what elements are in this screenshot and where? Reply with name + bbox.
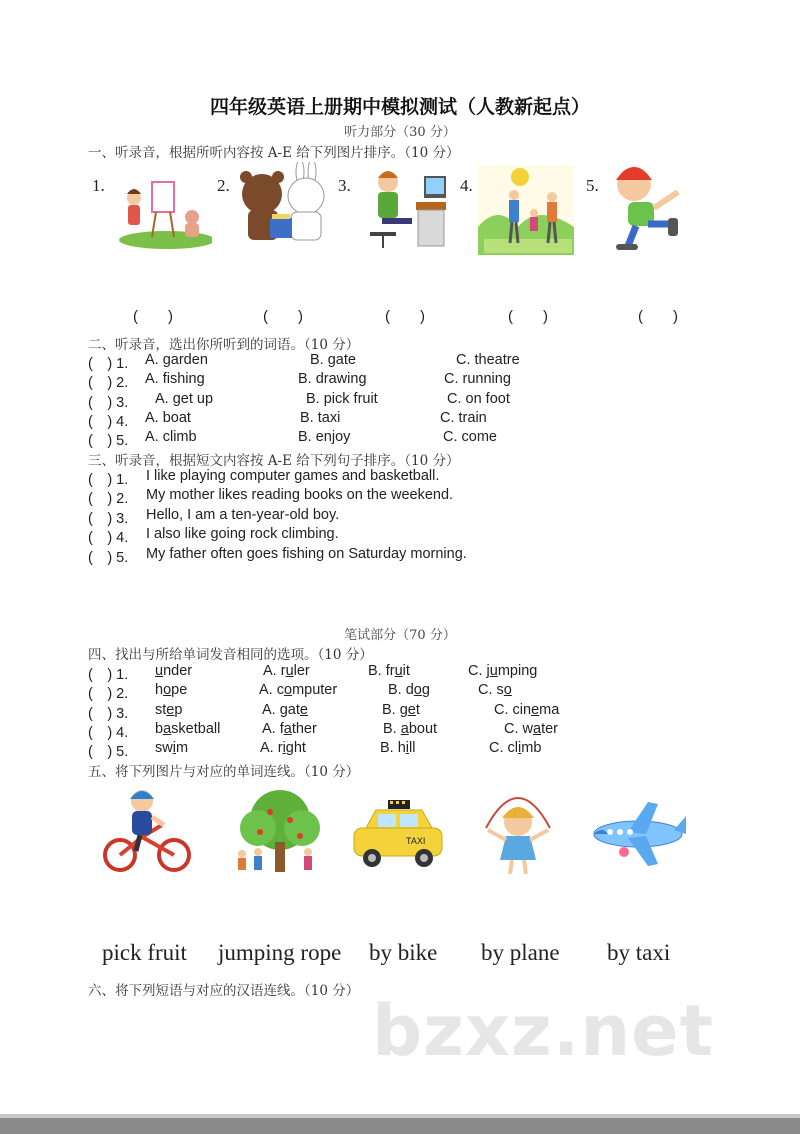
question-number: ( ) 3. [88, 395, 129, 411]
option-a: A. climb [145, 429, 197, 445]
section-3-heading: 三、听录音，根据短文内容按 A-E 给下列句子排序。（10 分） [88, 453, 460, 469]
option-a: A. gate [262, 702, 308, 718]
given-word: basketball [155, 721, 221, 737]
given-word: step [155, 702, 183, 718]
picture-number: 1. [92, 176, 105, 195]
question-number: ( ) 5. [88, 744, 129, 760]
picture-number: 4. [460, 176, 473, 195]
question-number: ( ) 4. [88, 530, 129, 546]
family-walk-icon [478, 165, 574, 255]
answer-blank[interactable]: ( ) [638, 308, 678, 325]
question-number: ( ) 3. [88, 511, 129, 527]
given-word: under [155, 663, 193, 679]
computer-boy-icon [358, 162, 454, 252]
watermark: bzxz.net [372, 990, 715, 1072]
sentence-text: Hello, I am a ten-year-old boy. [146, 507, 340, 523]
answer-blank[interactable]: ( ) [263, 308, 303, 325]
option-c: C. so [478, 682, 512, 698]
option-c: C. running [444, 371, 511, 387]
boy-on-bike-icon [102, 785, 194, 877]
picture-number: 3. [338, 176, 351, 195]
picture-number: 2. [217, 176, 230, 195]
question-number: ( ) 4. [88, 725, 129, 741]
question-number: ( ) 1. [88, 472, 129, 488]
sentence-text: My mother likes reading books on the weekend. [146, 487, 454, 503]
writing-header: 笔试部分（70 分） [344, 628, 456, 643]
option-a: A. get up [155, 391, 214, 407]
option-b: B. dog [388, 682, 430, 698]
option-b: B. hill [380, 740, 416, 756]
sentence-text: I also like going rock climbing. [146, 526, 339, 542]
option-c: C. water [504, 721, 558, 737]
sentence-text: I like playing computer games and basketball. [146, 468, 440, 484]
page-title: 四年级英语上册期中模拟测试（人教新起点） [209, 96, 590, 118]
question-number: ( ) 2. [88, 491, 129, 507]
question-number: ( ) 1. [88, 356, 129, 372]
option-a: A. fishing [145, 371, 205, 387]
question-number: ( ) 4. [88, 414, 129, 430]
word-label: by plane [481, 940, 560, 965]
given-word: swim [155, 740, 189, 756]
option-a: A. boat [145, 410, 191, 426]
painting-girl-icon [112, 162, 212, 252]
question-number: ( ) 5. [88, 433, 129, 449]
word-label: by taxi [607, 940, 671, 965]
section-1-heading: 一、听录音，根据所听内容按 A-E 给下列图片排序。（10 分） [88, 145, 460, 161]
given-word: hope [155, 682, 188, 698]
section-5-heading: 五、将下列图片与对应的单词连线。（10 分） [88, 764, 360, 780]
option-b: B. drawing [298, 371, 367, 387]
apple-tree-icon [230, 790, 330, 876]
question-number: ( ) 1. [88, 667, 129, 683]
option-b: B. fruit [368, 663, 410, 679]
question-number: ( ) 2. [88, 686, 129, 702]
answer-blank[interactable]: ( ) [508, 308, 548, 325]
section-2-heading: 二、听录音，选出你所听到的词语。（10 分） [88, 337, 360, 353]
option-a: A. right [260, 740, 306, 756]
option-c: C. on foot [447, 391, 510, 407]
option-b: B. taxi [300, 410, 341, 426]
option-c: C. theatre [456, 352, 520, 368]
bear-and-bunny-icon [236, 162, 328, 252]
skating-boy-icon [606, 160, 698, 256]
word-label: jumping rope [218, 940, 342, 965]
option-c: C. train [440, 410, 487, 426]
option-a: A. father [262, 721, 317, 737]
answer-blank[interactable]: ( ) [133, 308, 173, 325]
plane-icon [588, 796, 688, 872]
option-b: B. get [382, 702, 420, 718]
listening-header: 听力部分（30 分） [344, 125, 456, 140]
taxi-sign: TAXI [406, 836, 426, 846]
question-number: ( ) 3. [88, 706, 129, 722]
word-label: pick fruit [102, 940, 187, 965]
taxi-icon [350, 798, 446, 870]
option-b: B. about [383, 721, 438, 737]
option-a: A. garden [145, 352, 208, 368]
option-a: A. ruler [263, 663, 310, 679]
jumping-rope-girl-icon [472, 788, 564, 880]
option-c: C. come [443, 429, 497, 445]
option-c: C. climb [489, 740, 542, 756]
option-b: B. enjoy [298, 429, 351, 445]
option-c: C. jumping [468, 663, 538, 679]
question-number: ( ) 5. [88, 550, 129, 566]
option-b: B. pick fruit [306, 391, 378, 407]
section-6-heading: 六、将下列短语与对应的汉语连线。（10 分） [88, 983, 360, 999]
sentence-text: My father often goes fishing on Saturday morning. [146, 546, 467, 562]
option-a: A. computer [259, 682, 338, 698]
page-bottom-edge [0, 1118, 800, 1134]
option-b: B. gate [310, 352, 356, 368]
option-c: C. cinema [494, 702, 560, 718]
word-label: by bike [369, 940, 438, 965]
section-4-heading: 四、找出与所给单词发音相同的选项。（10 分） [88, 647, 373, 663]
picture-number: 5. [586, 176, 599, 195]
question-number: ( ) 2. [88, 375, 129, 391]
answer-blank[interactable]: ( ) [385, 308, 425, 325]
